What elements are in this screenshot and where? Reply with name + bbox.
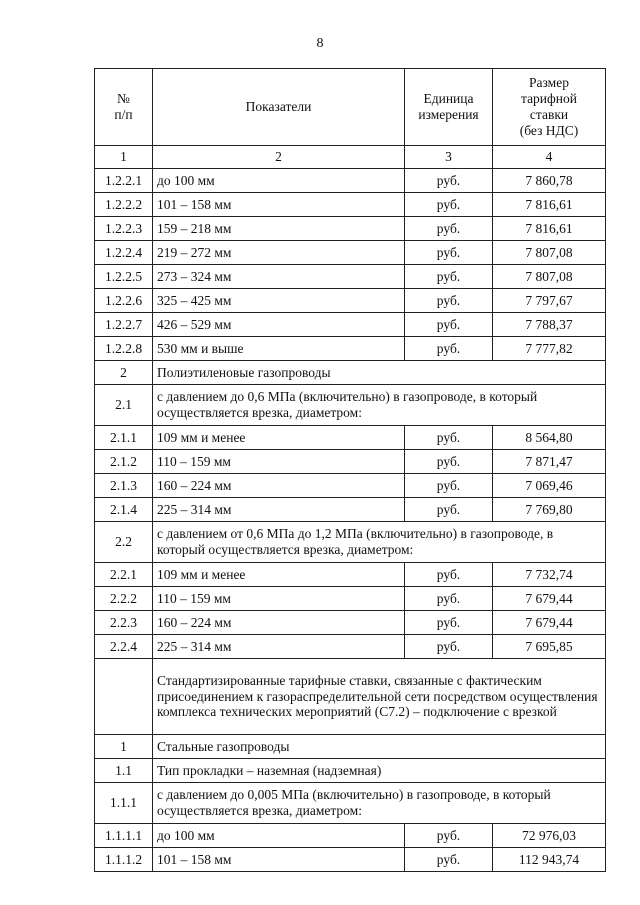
row-number: 1.2.2.4 [95, 241, 153, 265]
row-unit: руб. [405, 563, 493, 587]
table-row [95, 848, 606, 872]
table-row [95, 450, 606, 474]
row-value: 72 976,03 [493, 824, 606, 848]
row-label: 225 – 314 мм [153, 635, 405, 659]
tariff-table [94, 68, 606, 872]
column-number: 1 [95, 146, 153, 169]
row-unit: руб. [405, 169, 493, 193]
row-label: 160 – 224 мм [153, 611, 405, 635]
row-label: 325 – 425 мм [153, 289, 405, 313]
row-number: 1.2.2.2 [95, 193, 153, 217]
column-numbers-row [95, 146, 606, 169]
table-section-row [95, 659, 606, 735]
column-number: 4 [493, 146, 606, 169]
header-number [95, 69, 153, 146]
row-number: 2.1.3 [95, 474, 153, 498]
row-number: 2.1.2 [95, 450, 153, 474]
header-unit-text: Единица измерения [418, 91, 479, 122]
row-label: Стандартизированные тарифные ставки, связанные с фактическим присоединением к газораспределительной сети посредством осуществления комплекса технических мероприятий (С7.2) – подключение с врезкой [153, 659, 606, 735]
row-number: 1.2.2.3 [95, 217, 153, 241]
table-row [95, 265, 606, 289]
row-label: 426 – 529 мм [153, 313, 405, 337]
column-number: 3 [405, 146, 493, 169]
row-label: 273 – 324 мм [153, 265, 405, 289]
row-number: 2.2 [95, 522, 153, 563]
row-label: 159 – 218 мм [153, 217, 405, 241]
row-label: 219 – 272 мм [153, 241, 405, 265]
row-label: до 100 мм [153, 169, 405, 193]
row-unit: руб. [405, 337, 493, 361]
row-label: 109 мм и менее [153, 426, 405, 450]
table-row [95, 611, 606, 635]
table-section-row [95, 361, 606, 385]
header-unit [405, 69, 493, 146]
table-row [95, 824, 606, 848]
row-unit: руб. [405, 611, 493, 635]
row-value: 112 943,74 [493, 848, 606, 872]
row-number: 2.2.3 [95, 611, 153, 635]
table-row [95, 426, 606, 450]
row-number: 1.1.1.2 [95, 848, 153, 872]
row-unit: руб. [405, 193, 493, 217]
row-unit: руб. [405, 474, 493, 498]
column-number: 2 [153, 146, 405, 169]
row-label: 110 – 159 мм [153, 450, 405, 474]
table-section-row [95, 759, 606, 783]
row-value: 7 860,78 [493, 169, 606, 193]
row-number: 1.2.2.1 [95, 169, 153, 193]
table-row [95, 289, 606, 313]
row-value: 7 807,08 [493, 265, 606, 289]
table-section-row [95, 735, 606, 759]
row-number: 1.1.1.1 [95, 824, 153, 848]
row-value: 7 816,61 [493, 193, 606, 217]
row-unit: руб. [405, 289, 493, 313]
table-row [95, 498, 606, 522]
row-value: 7 788,37 [493, 313, 606, 337]
header-rate [493, 69, 606, 146]
row-value: 7 807,08 [493, 241, 606, 265]
row-value: 7 069,46 [493, 474, 606, 498]
row-value: 7 679,44 [493, 611, 606, 635]
table-row [95, 169, 606, 193]
table-section-row [95, 783, 606, 824]
row-unit: руб. [405, 217, 493, 241]
row-label: 530 мм и выше [153, 337, 405, 361]
row-label: 101 – 158 мм [153, 848, 405, 872]
row-unit: руб. [405, 824, 493, 848]
row-label: с давлением до 0,6 МПа (включительно) в газопроводе, в который осуществляется врезка, диаметром: [153, 385, 606, 426]
row-number: 1.2.2.6 [95, 289, 153, 313]
row-number: 2.1 [95, 385, 153, 426]
table-row [95, 217, 606, 241]
row-unit: руб. [405, 313, 493, 337]
row-value: 7 871,47 [493, 450, 606, 474]
row-number: 2.1.4 [95, 498, 153, 522]
row-unit: руб. [405, 265, 493, 289]
row-unit: руб. [405, 587, 493, 611]
table-row [95, 587, 606, 611]
row-label: 110 – 159 мм [153, 587, 405, 611]
row-number: 2.2.2 [95, 587, 153, 611]
row-label: Стальные газопроводы [153, 735, 606, 759]
table-section-row [95, 385, 606, 426]
header-number-text: № п/п [114, 91, 133, 122]
row-value: 7 777,82 [493, 337, 606, 361]
table-row [95, 563, 606, 587]
table-row [95, 474, 606, 498]
row-number: 1.1 [95, 759, 153, 783]
row-unit: руб. [405, 241, 493, 265]
row-value: 7 797,67 [493, 289, 606, 313]
page-number: 8 [316, 36, 324, 51]
row-unit: руб. [405, 426, 493, 450]
table-row [95, 635, 606, 659]
row-number: 2.2.4 [95, 635, 153, 659]
row-value: 7 679,44 [493, 587, 606, 611]
table-header-row [95, 69, 606, 146]
row-number: 1.2.2.7 [95, 313, 153, 337]
row-value: 7 695,85 [493, 635, 606, 659]
row-label: 160 – 224 мм [153, 474, 405, 498]
row-label: до 100 мм [153, 824, 405, 848]
row-value: 7 769,80 [493, 498, 606, 522]
table-row [95, 313, 606, 337]
table-row [95, 241, 606, 265]
row-number: 1.2.2.5 [95, 265, 153, 289]
row-number: 2.2.1 [95, 563, 153, 587]
row-label: 109 мм и менее [153, 563, 405, 587]
header-rate-text: Размер тарифной ставки (без НДС) [519, 75, 579, 138]
header-indicators [153, 69, 405, 146]
row-label: с давлением до 0,005 МПа (включительно) в газопроводе, в который осуществляется врезка, диаметром: [153, 783, 606, 824]
row-unit: руб. [405, 498, 493, 522]
row-unit: руб. [405, 635, 493, 659]
row-value: 7 816,61 [493, 217, 606, 241]
row-unit: руб. [405, 450, 493, 474]
table-row [95, 337, 606, 361]
row-number [95, 659, 153, 735]
row-number: 2.1.1 [95, 426, 153, 450]
row-number: 2 [95, 361, 153, 385]
row-number: 1.1.1 [95, 783, 153, 824]
table-section-row [95, 522, 606, 563]
row-number: 1.2.2.8 [95, 337, 153, 361]
row-number: 1 [95, 735, 153, 759]
row-value: 7 732,74 [493, 563, 606, 587]
row-label: 101 – 158 мм [153, 193, 405, 217]
table-row [95, 193, 606, 217]
row-label: 225 – 314 мм [153, 498, 405, 522]
row-unit: руб. [405, 848, 493, 872]
row-value: 8 564,80 [493, 426, 606, 450]
row-label: Тип прокладки – наземная (надземная) [153, 759, 606, 783]
row-label: с давлением от 0,6 МПа до 1,2 МПа (включительно) в газопроводе, в который осуществляется врезка, диаметром: [153, 522, 606, 563]
row-label: Полиэтиленовые газопроводы [153, 361, 606, 385]
header-indicators-text: Показатели [245, 99, 312, 115]
